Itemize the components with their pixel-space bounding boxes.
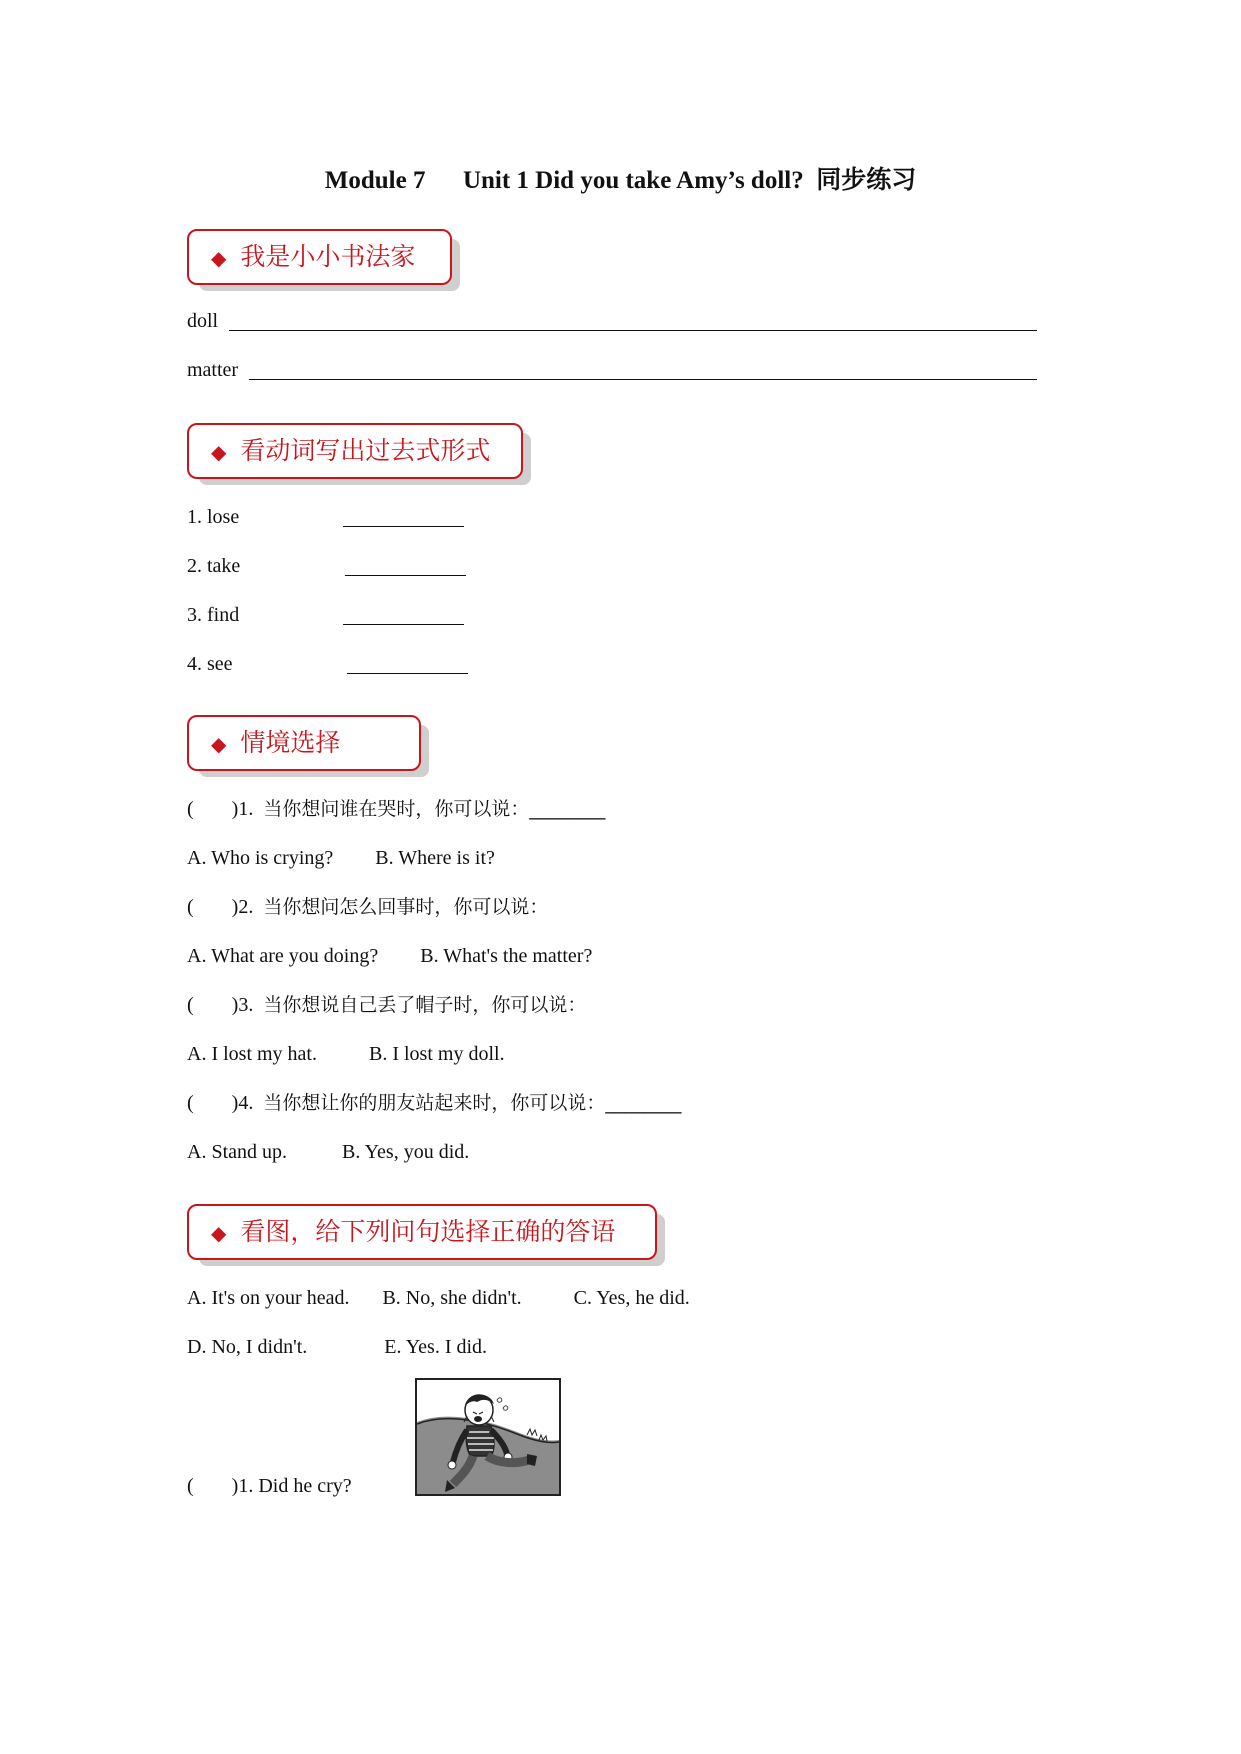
situation-question: ( )3. 当你想说自己丢了帽子时，你可以说： bbox=[187, 994, 587, 1016]
diamond-icon: ◆ bbox=[211, 1221, 227, 1245]
diamond-icon: ◆ bbox=[211, 246, 227, 270]
situation-options: A. Stand up. B. Yes, you did. bbox=[187, 1141, 470, 1163]
diamond-icon: ◆ bbox=[211, 732, 227, 756]
situation-question: ( )2. 当你想问怎么回事时，你可以说： bbox=[187, 896, 549, 918]
diamond-icon: ◆ bbox=[211, 440, 227, 464]
section-title: 看动词写出过去式形式 bbox=[240, 436, 491, 465]
section-title: 情境选择 bbox=[240, 728, 341, 757]
verb-answer-line[interactable] bbox=[343, 526, 464, 527]
verb-answer-line[interactable] bbox=[347, 673, 468, 674]
situation-options: A. Who is crying? B. Where is it? bbox=[187, 847, 495, 869]
section-header-calligraphy bbox=[187, 229, 452, 285]
verb-item: 2. take bbox=[187, 555, 241, 577]
copy-line-matter[interactable] bbox=[249, 379, 1037, 380]
answer-choices-row-2: D. No, I didn't. E. Yes. I did. bbox=[187, 1336, 488, 1358]
section-title: 看图，给下列问句选择正确的答语 bbox=[240, 1217, 616, 1246]
verb-answer-line[interactable] bbox=[345, 575, 466, 576]
picture-question: ( )1. Did he cry? bbox=[187, 1475, 352, 1497]
copy-word-matter: matter bbox=[187, 359, 239, 381]
section-header-past-tense bbox=[187, 423, 523, 479]
verb-item: 3. find bbox=[187, 604, 240, 626]
section-header-picture-answers bbox=[187, 1204, 657, 1260]
verb-answer-line[interactable] bbox=[343, 624, 464, 625]
situation-question: ( )1. 当你想问谁在哭时，你可以说：________ bbox=[187, 798, 606, 820]
section-header-situations bbox=[187, 715, 421, 771]
copy-word-doll: doll bbox=[187, 310, 219, 332]
crying-boy-illustration bbox=[415, 1378, 561, 1496]
situation-question: ( )4. 当你想让你的朋友站起来时，你可以说：________ bbox=[187, 1092, 682, 1114]
answer-choices-row-1: A. It's on your head. B. No, she didn't. C. Yes, he did. bbox=[187, 1287, 690, 1309]
verb-item: 4. see bbox=[187, 653, 233, 675]
situation-options: A. What are you doing? B. What's the matter? bbox=[187, 945, 593, 967]
copy-line-doll[interactable] bbox=[229, 330, 1037, 331]
verb-item: 1. lose bbox=[187, 506, 240, 528]
situation-options: A. I lost my hat. B. I lost my doll. bbox=[187, 1043, 505, 1065]
worksheet-title: Module 7 Unit 1 Did you take Amy’s doll? 同步练习 bbox=[324, 167, 917, 194]
section-title: 我是小小书法家 bbox=[240, 242, 416, 271]
